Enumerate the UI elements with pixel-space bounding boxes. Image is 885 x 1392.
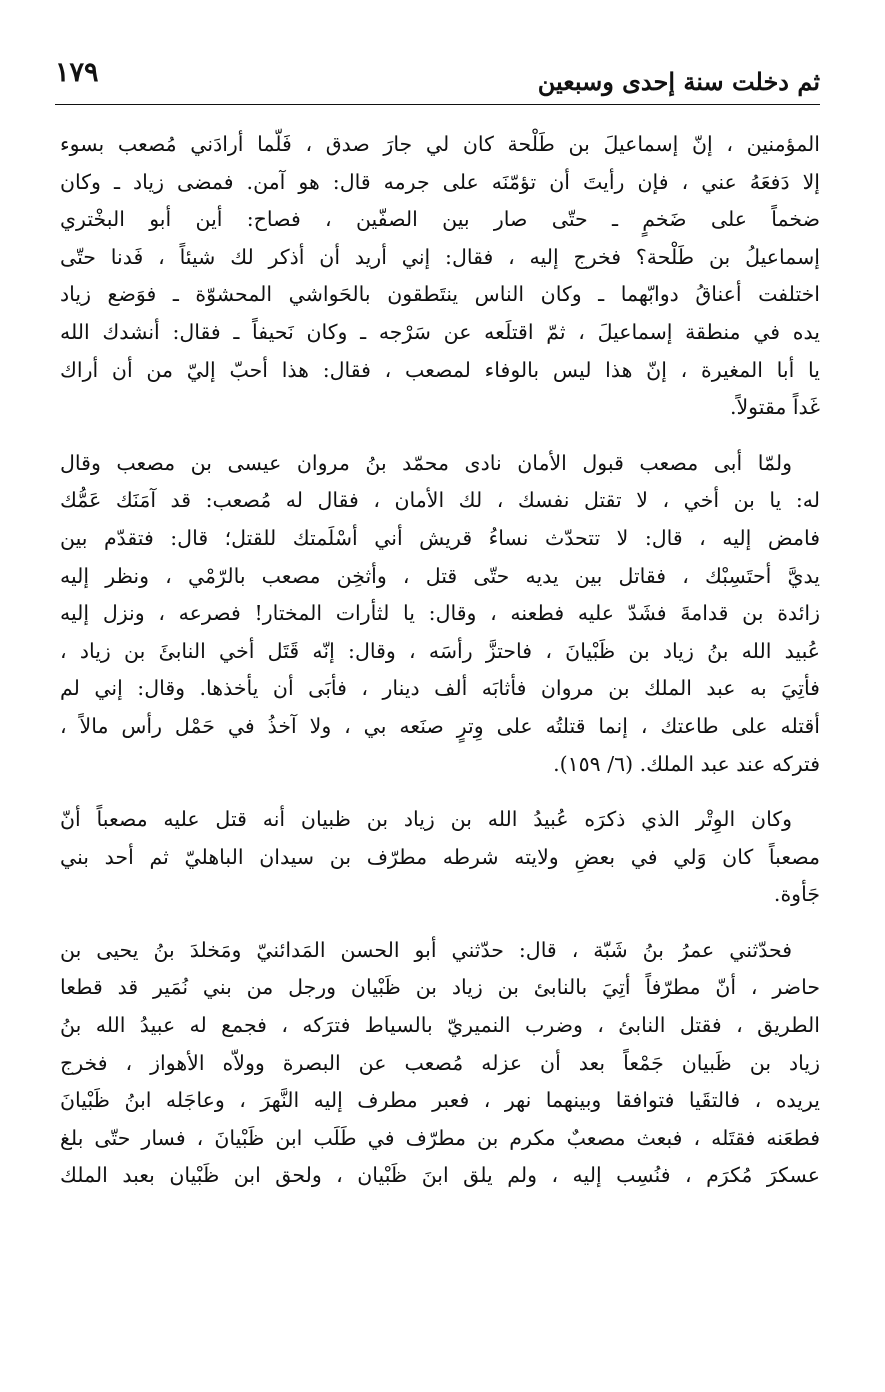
text-line: وكان الوِتْر الذي ذكرَه عُبيدُ الله بن زياد بن ظبيان أنه قتل عليه مصعباً أنّ [60,807,792,832]
text-line: فتركه عند عبد الملك. (٦/ ١٥٩). [553,751,820,776]
text-line: غَداً مقتولاً. [729,395,820,420]
text-line: حاضر ، أنّ مطرّفاً أتِيَ بالنابئ بن زياد بن ظَبْيان ورجل من بني نُمَير قد قطعا [60,975,820,1000]
paragraph-gap [60,914,820,932]
text-line: جَأوة. [773,882,820,907]
text-line: يريده ، فالتقَيا فتوافقا وبينهما نهر ، فعبر مطرف إليه النَّهرَ ، وعاجَله ابنُ ظَبْيانَ [60,1088,820,1113]
running-title: ثم دخلت سنة إحدى وسبعين [537,67,820,96]
text-line: له: يا بن أخي ، لا تقتل نفسك ، لك الأمان ، فقال له مُصعب: قد آمَنَك عَمُّك [60,488,820,513]
text-line: فامض إليه ، قال: لا تتحدّث نساءُ قريش أني أسْلَمتك للقتل؛ قال: فتقدّم بين [60,525,820,550]
text-line: يا أبا المغيرة ، إنّ هذا ليس بالوفاء لمصعب ، فقال: هذا أحبّ إليّ من أن أراك [60,357,820,382]
text-line: إسماعيلُ بن طَلْحة؟ فخرج إليه ، فقال: إني أريد أن أذكر لك شيئاً ، فَدنا حتّى [60,244,820,269]
text-line: أقتله على طاعتك ، إنما قتلتُه على وِترٍ صنَعه بي ، ولا آخذُ في حَمْل رأس مالاً ، [60,713,820,738]
text-line: عسكرَ مُكرَم ، فنُسِب إليه ، ولم يلق ابنَ ظَبْيان ، ولحق ابن ظَبْيان بعبد الملك [60,1163,820,1188]
text-line: يده في منطقة إسماعيلَ ، ثمّ اقتلَعه عن سَرْجه ـ وكان نَحيفاً ـ فقال: أنشدك الله [60,319,820,344]
page-header [55,55,820,103]
text-line: اختلفت أعناقُ دوابّهما ـ وكان الناس ينتَطقون بالحَواشي المحشوّة ـ فوَضع زياد [60,282,820,307]
paragraph-3 [60,801,820,914]
text-line: زياد بن ظَبيان جَمْعاً بعد أن عزله مُصعب عن البصرة وولاّه الأهواز ، فخرج [60,1050,820,1075]
text-line: فحدّثني عمرُ بنُ شَبّة ، قال: حدّثني أبو الحسن المَدائنيّ ومَخلدَ بنُ يحيى بن [60,937,792,962]
text-line: المؤمنين ، إنّ إسماعيلَ بن طَلْحة كان لي جارَ صدق ، فَلّما أرادَني مُصعب بسوء [60,132,820,156]
text-line: زائدة بن قدامةَ فشَدّ عليه فطعنه ، وقال: يا لثأرات المختار! فصرعه ، ونزل إليه [60,601,820,626]
paragraph-1 [60,126,820,427]
header-rule [55,104,820,105]
text-line: مصعباً كان وَلي في بعضِ ولايته شرطه مطرّف بن سيدان الباهليّ ثم أحد بني [60,844,820,869]
page-number: ١٧٩ [55,57,99,88]
paragraph-gap [60,783,820,801]
text-line: فأتِيَ به عبد الملك بن مروان فأثابَه ألف دينار ، فأبَى أن يأخذها. وقال: إني لم [60,676,820,701]
text-line: ضخماً على ضَخمٍ ـ حتّى صار بين الصفّين ، فصاح: أين أبو البخْتري [60,207,820,232]
text-line: ولمّا أبى مصعب قبول الأمان نادى محمّد بنُ مروان عيسى بن مصعب وقال [60,450,792,475]
text-line: عُبيد الله بنُ زياد بن ظَبْيانَ ، فاحتزَّ رأسَه ، وقال: إنّه قَتَل أخي النابئَ بن زياد ، [60,638,820,663]
paragraph-2 [60,445,820,783]
text-line: إلا دَفعَهُ عني ، فإن رأيتَ أن تؤمّنَه على جرمه قال: هو آمن. فمضى زياد ـ وكان [60,169,820,194]
paragraph-4 [60,932,820,1195]
paragraph-gap [60,427,820,445]
page-body [60,126,820,1195]
text-line: فطعَنه فقتَله ، فبعث مصعبٌ مكرم بن مطرّف في طَلَب ابن ظَبْيانَ ، فسار حتّى بلغ [60,1125,820,1150]
text-line: الطريق ، فقتل النابئ ، وضرب النميريّ بالسياط فترَكه ، فجمع له عبيدُ الله بنُ [60,1013,820,1038]
text-line: يديَّ أحتَسِبْك ، فقاتل بين يديه حتّى قتل ، وأثخِن مصعب بالرّمْي ، ونظر إليه [60,563,820,588]
